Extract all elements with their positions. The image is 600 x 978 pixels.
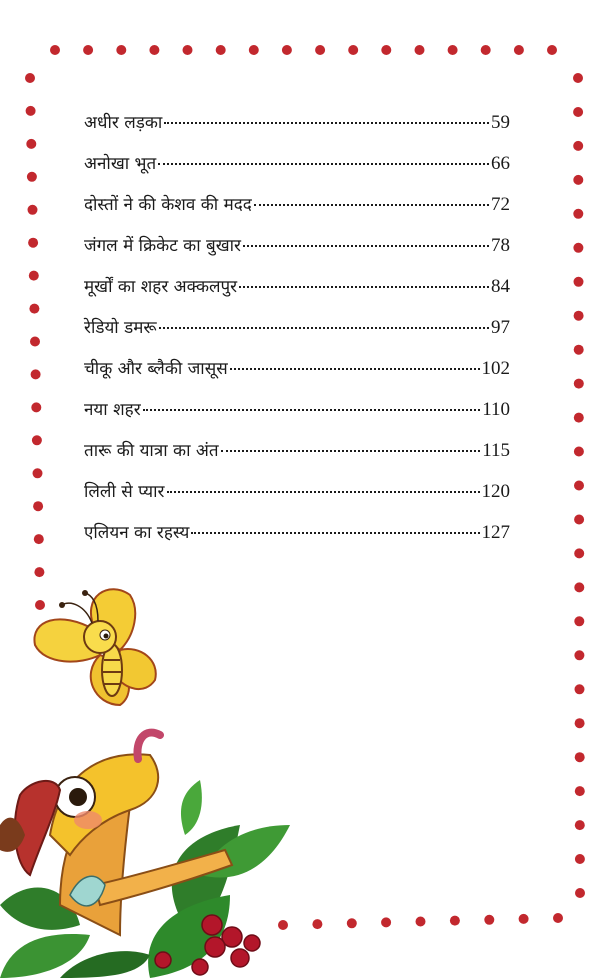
border-dot [553, 913, 563, 923]
border-dot [28, 238, 38, 248]
toc-entry [84, 192, 510, 233]
border-dot [28, 205, 38, 215]
border-dot [573, 243, 583, 253]
dot-leader [221, 450, 481, 452]
border-dot [416, 917, 426, 927]
toc-entry [84, 356, 510, 397]
border-dot [574, 345, 584, 355]
border-dot [574, 548, 584, 558]
toc-entry-title: अनोखा भूत [84, 154, 157, 174]
toc-entry-page: 115 [482, 440, 510, 461]
border-dot [514, 45, 524, 55]
border-dot [31, 402, 41, 412]
dot-leader [243, 245, 489, 247]
border-dot [573, 141, 583, 151]
border-dot [575, 684, 585, 694]
border-dot [481, 45, 491, 55]
toc-entry [84, 520, 510, 561]
dot-leader [143, 409, 481, 411]
border-dot [381, 917, 391, 927]
toc-entry-title: चीकू और ब्लैकी जासूस [84, 359, 228, 379]
border-dot [27, 172, 37, 182]
border-dot [34, 534, 44, 544]
dot-leader [239, 286, 489, 288]
toc-entry-page: 78 [491, 235, 510, 256]
dot-leader [159, 327, 489, 329]
border-dot [50, 45, 60, 55]
border-dot [547, 45, 557, 55]
border-dot [574, 277, 584, 287]
border-dot [26, 139, 36, 149]
border-dot [450, 916, 460, 926]
dot-leader [167, 491, 480, 493]
toc-entry-page: 120 [481, 481, 510, 502]
border-dot [116, 45, 126, 55]
toc-entry-page: 97 [491, 317, 510, 338]
border-dot [448, 45, 458, 55]
border-dot [315, 45, 325, 55]
table-of-contents [84, 110, 510, 561]
toc-entry-page: 59 [491, 112, 510, 133]
dot-leader [164, 122, 489, 124]
border-dot [26, 106, 36, 116]
border-dot [33, 468, 43, 478]
border-dot [216, 45, 226, 55]
border-dot [249, 45, 259, 55]
dot-leader [191, 532, 479, 534]
toc-entry [84, 151, 510, 192]
border-dot [83, 45, 93, 55]
toc-entry [84, 274, 510, 315]
toc-entry-title: मूर्खों का शहर अक्कलपुर [84, 277, 238, 297]
dot-leader [230, 368, 480, 370]
border-dot [574, 515, 584, 525]
border-dot [574, 650, 584, 660]
border-dot [348, 45, 358, 55]
toc-entry [84, 479, 510, 520]
border-dot [573, 209, 583, 219]
border-dot [484, 915, 494, 925]
border-dot [183, 45, 193, 55]
toc-entry-title: लिली से प्यार [84, 482, 165, 502]
border-dot [575, 854, 585, 864]
toc-entry-page: 72 [491, 194, 510, 215]
border-dot [29, 271, 39, 281]
border-dot [574, 379, 584, 389]
border-dot [31, 369, 41, 379]
border-dot [25, 73, 35, 83]
border-dot [574, 413, 584, 423]
toc-entry [84, 315, 510, 356]
toc-entry-page: 66 [491, 153, 510, 174]
toc-entry [84, 438, 510, 479]
dot-leader [254, 204, 489, 206]
border-dot [575, 888, 585, 898]
toc-entry [84, 110, 510, 151]
toc-entry-title: दोस्तों ने की केशव की मदद [84, 195, 252, 215]
border-dot [33, 501, 43, 511]
toc-entry-title: रेडियो डमरू [84, 318, 157, 338]
border-dot [574, 311, 584, 321]
toc-entry-title: नया शहर [84, 400, 141, 420]
border-dot [347, 918, 357, 928]
toc-entry [84, 397, 510, 438]
toc-entry-page: 127 [481, 522, 510, 543]
border-dot [574, 481, 584, 491]
toc-entry-title: जंगल में क्रिकेट का बुखार [84, 236, 242, 256]
border-dot [30, 337, 40, 347]
border-dot [573, 107, 583, 117]
border-dot [149, 45, 159, 55]
dot-leader [158, 163, 489, 165]
border-dot [381, 45, 391, 55]
border-dot [32, 435, 42, 445]
border-dot [415, 45, 425, 55]
butterfly-character [34, 589, 155, 705]
border-dot [574, 616, 584, 626]
toc-entry-title: अधीर लड़का [84, 113, 163, 133]
border-dot [519, 914, 529, 924]
border-dot [574, 582, 584, 592]
toc-entry-page: 84 [491, 276, 510, 297]
border-dot [575, 786, 585, 796]
border-dot [573, 175, 583, 185]
border-dot [312, 919, 322, 929]
cartoon-illustration [0, 575, 300, 978]
toc-entry-page: 110 [482, 399, 510, 420]
border-dot [575, 752, 585, 762]
border-dot [573, 73, 583, 83]
border-dot [29, 304, 39, 314]
toc-entry-page: 102 [481, 358, 510, 379]
toc-entry [84, 233, 510, 274]
toc-entry-title: एलियन का रहस्य [84, 523, 190, 543]
border-dot [575, 718, 585, 728]
border-dot [574, 447, 584, 457]
toc-entry-title: तारू की यात्रा का अंत [84, 441, 219, 461]
border-dot [575, 820, 585, 830]
border-dot [282, 45, 292, 55]
